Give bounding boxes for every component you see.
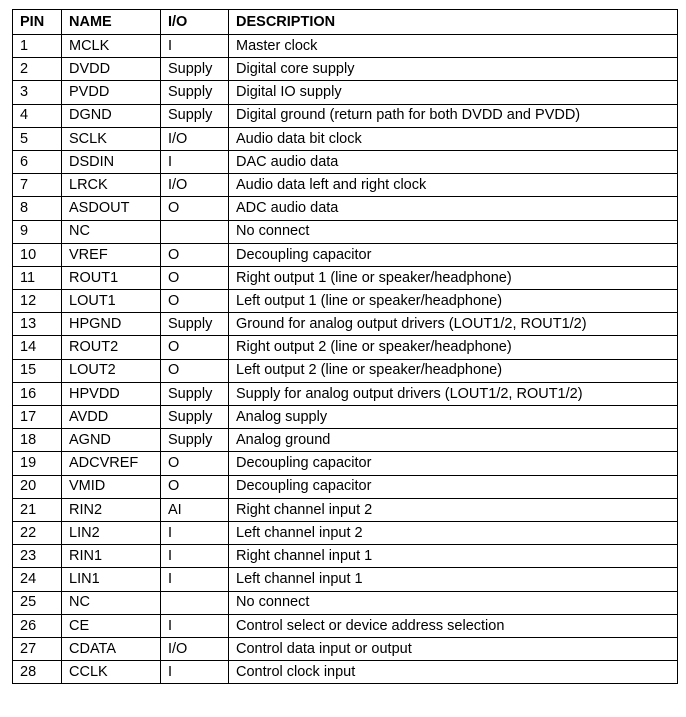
cell-io: Supply <box>161 406 229 429</box>
table-row <box>13 220 678 243</box>
cell-name: ADCVREF <box>62 452 161 475</box>
table-row <box>13 498 678 521</box>
cell-name: SCLK <box>62 127 161 150</box>
cell-pin: 10 <box>13 243 62 266</box>
cell-name: DSDIN <box>62 150 161 173</box>
table-row <box>13 81 678 104</box>
cell-description: Master clock <box>229 35 678 58</box>
cell-description: Ground for analog output drivers (LOUT1/2, ROUT1/2) <box>229 313 678 336</box>
cell-io: Supply <box>161 58 229 81</box>
cell-io <box>161 220 229 243</box>
table-row <box>13 197 678 220</box>
table-row <box>13 475 678 498</box>
cell-description: Digital core supply <box>229 58 678 81</box>
cell-name: LRCK <box>62 174 161 197</box>
cell-description: Right channel input 1 <box>229 545 678 568</box>
header-pin: PIN <box>13 10 62 35</box>
cell-pin: 4 <box>13 104 62 127</box>
header-description: DESCRIPTION <box>229 10 678 35</box>
cell-io: O <box>161 243 229 266</box>
cell-io: Supply <box>161 382 229 405</box>
cell-pin: 2 <box>13 58 62 81</box>
table-row <box>13 104 678 127</box>
cell-description: Left output 2 (line or speaker/headphone) <box>229 359 678 382</box>
cell-description: Decoupling capacitor <box>229 452 678 475</box>
cell-name: LIN1 <box>62 568 161 591</box>
cell-name: NC <box>62 220 161 243</box>
table-row <box>13 313 678 336</box>
cell-io: Supply <box>161 104 229 127</box>
cell-pin: 9 <box>13 220 62 243</box>
cell-name: LOUT2 <box>62 359 161 382</box>
cell-io: O <box>161 359 229 382</box>
table-header-row <box>13 10 678 35</box>
cell-pin: 5 <box>13 127 62 150</box>
cell-name: LIN2 <box>62 521 161 544</box>
cell-pin: 27 <box>13 637 62 660</box>
cell-io: Supply <box>161 81 229 104</box>
table-row <box>13 521 678 544</box>
cell-io: O <box>161 197 229 220</box>
cell-io: O <box>161 336 229 359</box>
cell-io: I <box>161 568 229 591</box>
cell-pin: 25 <box>13 591 62 614</box>
cell-io: I/O <box>161 637 229 660</box>
table-row <box>13 614 678 637</box>
cell-io: I <box>161 521 229 544</box>
cell-name: RIN2 <box>62 498 161 521</box>
cell-name: LOUT1 <box>62 290 161 313</box>
table-row <box>13 406 678 429</box>
cell-pin: 19 <box>13 452 62 475</box>
table-row <box>13 452 678 475</box>
table-row <box>13 174 678 197</box>
cell-pin: 24 <box>13 568 62 591</box>
cell-io: AI <box>161 498 229 521</box>
cell-pin: 17 <box>13 406 62 429</box>
cell-name: HPGND <box>62 313 161 336</box>
cell-io: Supply <box>161 313 229 336</box>
cell-name: RIN1 <box>62 545 161 568</box>
cell-io: I/O <box>161 174 229 197</box>
cell-name: PVDD <box>62 81 161 104</box>
cell-io: I <box>161 661 229 684</box>
cell-io: O <box>161 266 229 289</box>
cell-description: Analog ground <box>229 429 678 452</box>
cell-io: O <box>161 452 229 475</box>
cell-name: CCLK <box>62 661 161 684</box>
cell-name: VREF <box>62 243 161 266</box>
cell-name: VMID <box>62 475 161 498</box>
cell-pin: 12 <box>13 290 62 313</box>
cell-name: ROUT2 <box>62 336 161 359</box>
cell-io: I/O <box>161 127 229 150</box>
cell-name: CDATA <box>62 637 161 660</box>
cell-pin: 22 <box>13 521 62 544</box>
cell-pin: 11 <box>13 266 62 289</box>
cell-io: I <box>161 150 229 173</box>
cell-pin: 15 <box>13 359 62 382</box>
cell-description: Right output 2 (line or speaker/headphone) <box>229 336 678 359</box>
table-row <box>13 127 678 150</box>
cell-pin: 3 <box>13 81 62 104</box>
table-body <box>13 35 678 684</box>
cell-name: CE <box>62 614 161 637</box>
table-row <box>13 637 678 660</box>
cell-name: ASDOUT <box>62 197 161 220</box>
table-row <box>13 359 678 382</box>
cell-name: NC <box>62 591 161 614</box>
cell-pin: 18 <box>13 429 62 452</box>
cell-io <box>161 591 229 614</box>
cell-pin: 26 <box>13 614 62 637</box>
cell-description: Digital ground (return path for both DVDD and PVDD) <box>229 104 678 127</box>
cell-description: Supply for analog output drivers (LOUT1/2, ROUT1/2) <box>229 382 678 405</box>
cell-pin: 13 <box>13 313 62 336</box>
cell-description: Analog supply <box>229 406 678 429</box>
cell-pin: 8 <box>13 197 62 220</box>
cell-name: DGND <box>62 104 161 127</box>
table-row <box>13 35 678 58</box>
cell-pin: 7 <box>13 174 62 197</box>
cell-io: Supply <box>161 429 229 452</box>
cell-description: DAC audio data <box>229 150 678 173</box>
cell-description: Decoupling capacitor <box>229 475 678 498</box>
cell-name: AGND <box>62 429 161 452</box>
cell-io: O <box>161 290 229 313</box>
cell-pin: 20 <box>13 475 62 498</box>
table-row <box>13 266 678 289</box>
cell-description: Audio data left and right clock <box>229 174 678 197</box>
table-row <box>13 661 678 684</box>
cell-io: O <box>161 475 229 498</box>
cell-io: I <box>161 35 229 58</box>
cell-description: ADC audio data <box>229 197 678 220</box>
table-row <box>13 336 678 359</box>
table-row <box>13 545 678 568</box>
cell-pin: 14 <box>13 336 62 359</box>
cell-description: No connect <box>229 591 678 614</box>
cell-description: Decoupling capacitor <box>229 243 678 266</box>
cell-description: No connect <box>229 220 678 243</box>
header-io: I/O <box>161 10 229 35</box>
table-row <box>13 150 678 173</box>
pin-description-table <box>12 9 678 684</box>
table-row <box>13 568 678 591</box>
cell-name: HPVDD <box>62 382 161 405</box>
cell-pin: 28 <box>13 661 62 684</box>
cell-name: AVDD <box>62 406 161 429</box>
cell-description: Audio data bit clock <box>229 127 678 150</box>
header-name: NAME <box>62 10 161 35</box>
cell-pin: 21 <box>13 498 62 521</box>
cell-name: DVDD <box>62 58 161 81</box>
table-row <box>13 382 678 405</box>
cell-description: Left channel input 1 <box>229 568 678 591</box>
cell-name: ROUT1 <box>62 266 161 289</box>
table-row <box>13 290 678 313</box>
cell-description: Control select or device address selection <box>229 614 678 637</box>
cell-pin: 6 <box>13 150 62 173</box>
cell-pin: 23 <box>13 545 62 568</box>
table-row <box>13 58 678 81</box>
cell-description: Right output 1 (line or speaker/headphone) <box>229 266 678 289</box>
cell-io: I <box>161 545 229 568</box>
table-row <box>13 243 678 266</box>
cell-pin: 1 <box>13 35 62 58</box>
cell-pin: 16 <box>13 382 62 405</box>
cell-io: I <box>161 614 229 637</box>
table-row <box>13 591 678 614</box>
cell-description: Left output 1 (line or speaker/headphone) <box>229 290 678 313</box>
cell-description: Control clock input <box>229 661 678 684</box>
cell-description: Digital IO supply <box>229 81 678 104</box>
cell-description: Right channel input 2 <box>229 498 678 521</box>
table-row <box>13 429 678 452</box>
cell-description: Control data input or output <box>229 637 678 660</box>
cell-name: MCLK <box>62 35 161 58</box>
cell-description: Left channel input 2 <box>229 521 678 544</box>
